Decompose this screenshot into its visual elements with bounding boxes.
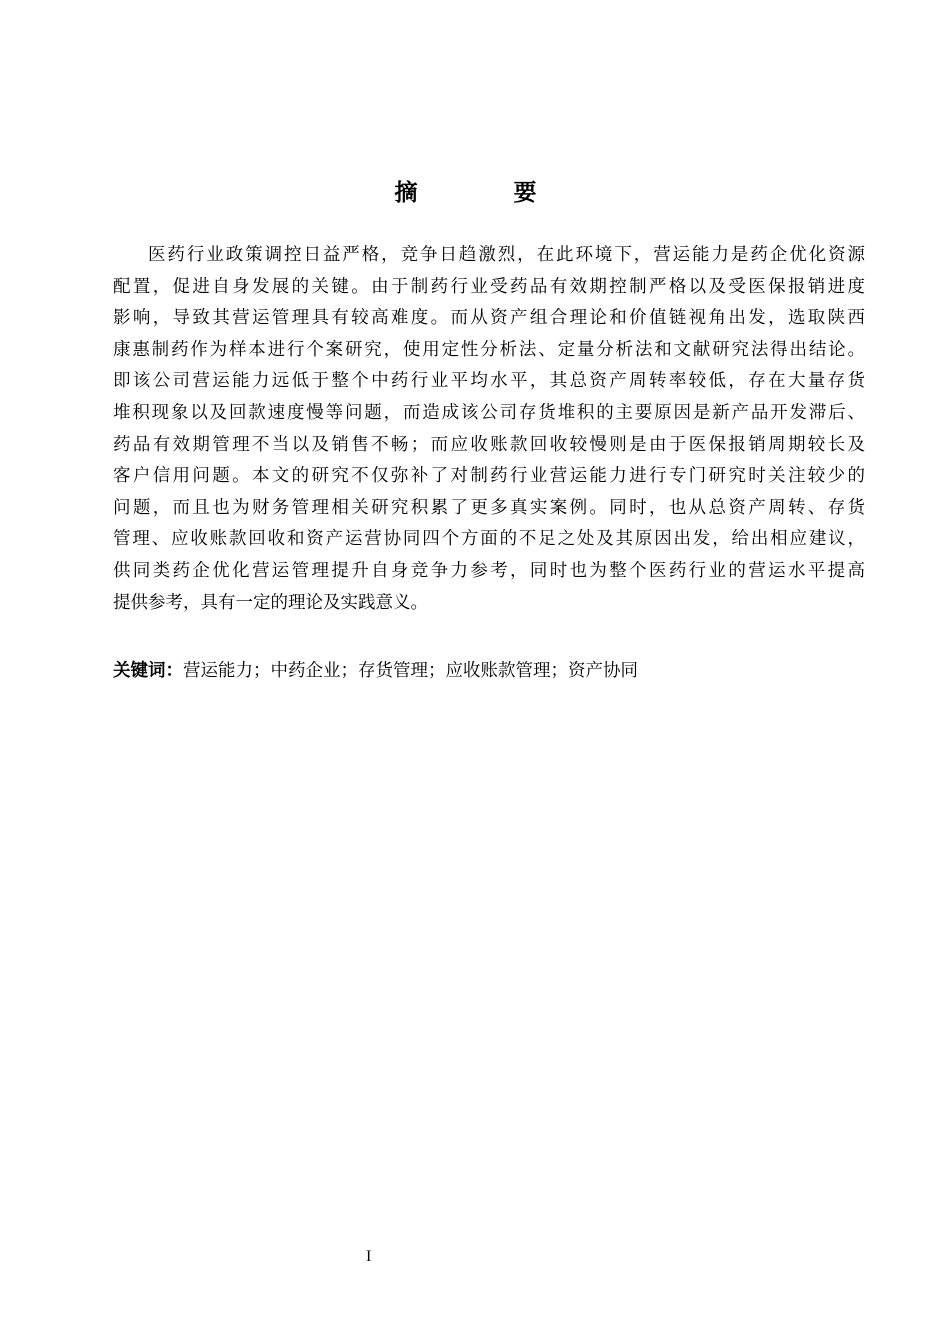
abstract-line: 提供参考，具有一定的理论及实践意义。 <box>113 592 428 613</box>
abstract-line: 即该公司营运能力远低于整个中药行业平均水平，其总资产周转率较低，存在大量存货 <box>113 371 865 392</box>
abstract-line: 配置，促进自身发展的关键。由于制药行业受药品有效期控制严格以及受医保报销进度 <box>113 276 865 297</box>
abstract-line: 康惠制药作为样本进行个案研究，使用定性分析法、定量分析法和文献研究法得出结论。 <box>113 339 865 360</box>
abstract-line: 供同类药企优化营运管理提升自身竞争力参考，同时也为整个医药行业的营运水平提高 <box>113 560 865 581</box>
abstract-line: 药品有效期管理不当以及销售不畅；而应收账款回收较慢则是由于医保报销周期较长及 <box>113 434 865 455</box>
keywords <box>113 656 638 686</box>
abstract-line: 管理、应收账款回收和资产运营协同四个方面的不足之处及其原因出发，给出相应建议， <box>113 529 865 550</box>
abstract-line: 医药行业政策调控日益严格，竞争日趋激烈，在此环境下，营运能力是药企优化资源 <box>148 245 865 265</box>
abstract-line: 堆积现象以及回款速度慢等问题，而造成该公司存货堆积的主要原因是新产品开发滞后、 <box>113 402 865 423</box>
page-number: I <box>366 1248 372 1265</box>
keywords-text: 营运能力；中药企业；存货管理；应收账款管理；资产协同 <box>183 661 638 681</box>
abstract-title: 摘 要 <box>394 180 581 206</box>
keywords-label: 关键词： <box>113 661 183 681</box>
abstract-line: 客户信用问题。本文的研究不仅弥补了对制药行业营运能力进行专门研究时关注较少的 <box>113 466 865 487</box>
abstract-line: 影响，导致其营运管理具有较高难度。而从资产组合理论和价值链视角出发，选取陕西 <box>113 308 865 329</box>
abstract-line: 问题，而且也为财务管理相关研究积累了更多真实案例。同时，也从总资产周转、存货 <box>113 497 865 518</box>
abstract-body <box>113 240 865 619</box>
